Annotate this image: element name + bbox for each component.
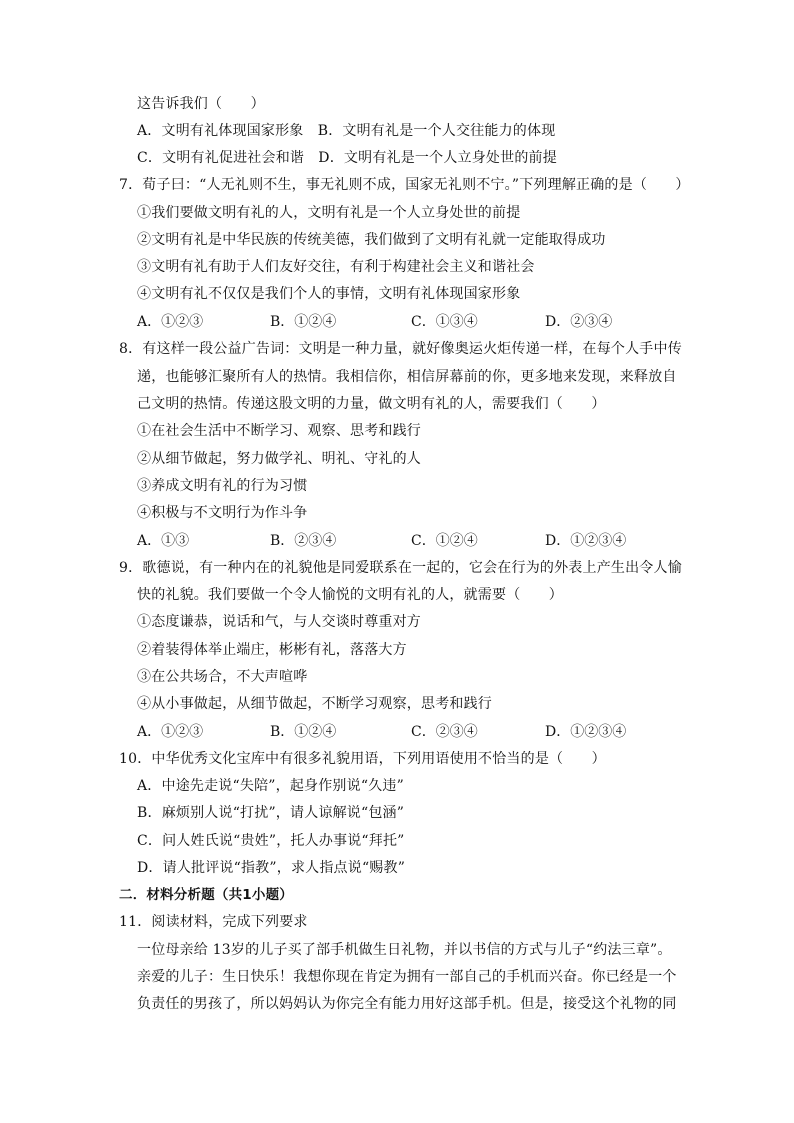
q9-option-b: B．①②④ — [270, 724, 337, 740]
q7-option-a: A．①②③ — [137, 314, 204, 330]
q9-option-c: C．②③④ — [411, 724, 478, 740]
q7-option-d: D．②③④ — [545, 314, 613, 330]
q9-option-a: A．①②③ — [137, 724, 204, 740]
q8-item-4: ④积极与不文明行为作斗争 — [137, 505, 308, 521]
q8-item-2: ②从细节做起，努力做学礼、明礼、守礼的人 — [137, 451, 421, 467]
q9-stem-line-1: 9．歌德说，有一种内在的礼貌他是同爱联系在一起的，它会在行为的外表上产生出令人愉 — [119, 560, 682, 576]
q10-option-b: B．麻烦别人说“打扰”，请人谅解说“包涵” — [137, 805, 405, 821]
q10-option-a: A．中途先走说“失陪”，起身作别说“久违” — [137, 778, 404, 794]
q9-stem-line-2: 快的礼貌。我们要做一个令人愉悦的文明有礼的人，就需要（ ） — [137, 587, 563, 603]
q8-option-d: D．①②③④ — [545, 533, 627, 549]
q8-item-1: ①在社会生活中不断学习、观察、思考和践行 — [137, 423, 421, 439]
q8-option-c: C．①②④ — [411, 533, 478, 549]
q8-stem-line-1: 8．有这样一段公益广告词：文明是一种力量，就好像奥运火炬传递一样，在每个人手中传 — [119, 341, 682, 357]
q7-option-c: C．①③④ — [411, 314, 478, 330]
q9-item-2: ②着装得体举止端庄，彬彬有礼，落落大方 — [137, 642, 407, 658]
q9-item-1: ①态度谦恭，说话和气，与人交谈时尊重对方 — [137, 614, 421, 630]
q8-stem-line-3: 己文明的热情。传递这股文明的力量，做文明有礼的人，需要我们（ ） — [137, 396, 606, 412]
q11-material-line-2: 亲爱的儿子：生日快乐！我想你现在肯定为拥有一部自己的手机而兴奋。你已经是一个 — [137, 969, 677, 985]
q6-stem-tail: 这告诉我们（ ） — [137, 96, 265, 112]
q7-item-2: ②文明有礼是中华民族的传统美德，我们做到了文明有礼就一定能取得成功 — [137, 232, 606, 248]
q10-option-d: D．请人批评说“指教”，求人指点说“赐教” — [137, 860, 406, 876]
q7-item-1: ①我们要做文明有礼的人，文明有礼是一个人立身处世的前提 — [137, 205, 521, 221]
q8-stem-line-2: 递，也能够汇聚所有人的热情。我相信你，相信屏幕前的你，更多地来发现，来释放自 — [137, 369, 677, 385]
q11-stem: 11．阅读材料，完成下列要求 — [119, 914, 308, 930]
q11-material-line-3: 负责任的男孩了，所以妈妈认为你完全有能力用好这部手机。但是，接受这个礼物的同 — [137, 996, 677, 1012]
q8-option-a: A．①③ — [137, 533, 190, 549]
q7-option-b: B．①②④ — [270, 314, 337, 330]
q9-option-d: D．①②③④ — [545, 724, 627, 740]
q6-options-cd: C．文明有礼促进社会和谐 D．文明有礼是一个人立身处世的前提 — [137, 150, 557, 166]
section-2-title: 二．材料分析题（共1小题） — [119, 887, 293, 903]
q10-option-c: C．问人姓氏说“贵姓”，托人办事说“拜托” — [137, 833, 405, 849]
q10-stem: 10．中华优秀文化宝库中有很多礼貌用语，下列用语使用不恰当的是（ ） — [119, 751, 606, 767]
q7-item-3: ③文明有礼有助于人们友好交往，有利于构建社会主义和谐社会 — [137, 259, 535, 275]
q8-option-b: B．②③④ — [270, 533, 337, 549]
q9-item-3: ③在公共场合，不大声喧哗 — [137, 669, 308, 685]
q9-item-4: ④从小事做起，从细节做起，不断学习观察，思考和践行 — [137, 696, 492, 712]
q8-item-3: ③养成文明有礼的行为习惯 — [137, 478, 308, 494]
q11-material-line-1: 一位母亲给 13岁的儿子买了部手机做生日礼物，并以书信的方式与儿子“约法三章”。 — [137, 942, 672, 958]
q7-item-4: ④文明有礼不仅仅是我们个人的事情，文明有礼体现国家形象 — [137, 286, 521, 302]
q6-options-ab: A．文明有礼体现国家形象 B．文明有礼是一个人交往能力的体现 — [137, 123, 556, 139]
q7-stem: 7．荀子曰：“人无礼则不生，事无礼则不成，国家无礼则不宁。”下列理解正确的是（ ） — [119, 177, 690, 193]
